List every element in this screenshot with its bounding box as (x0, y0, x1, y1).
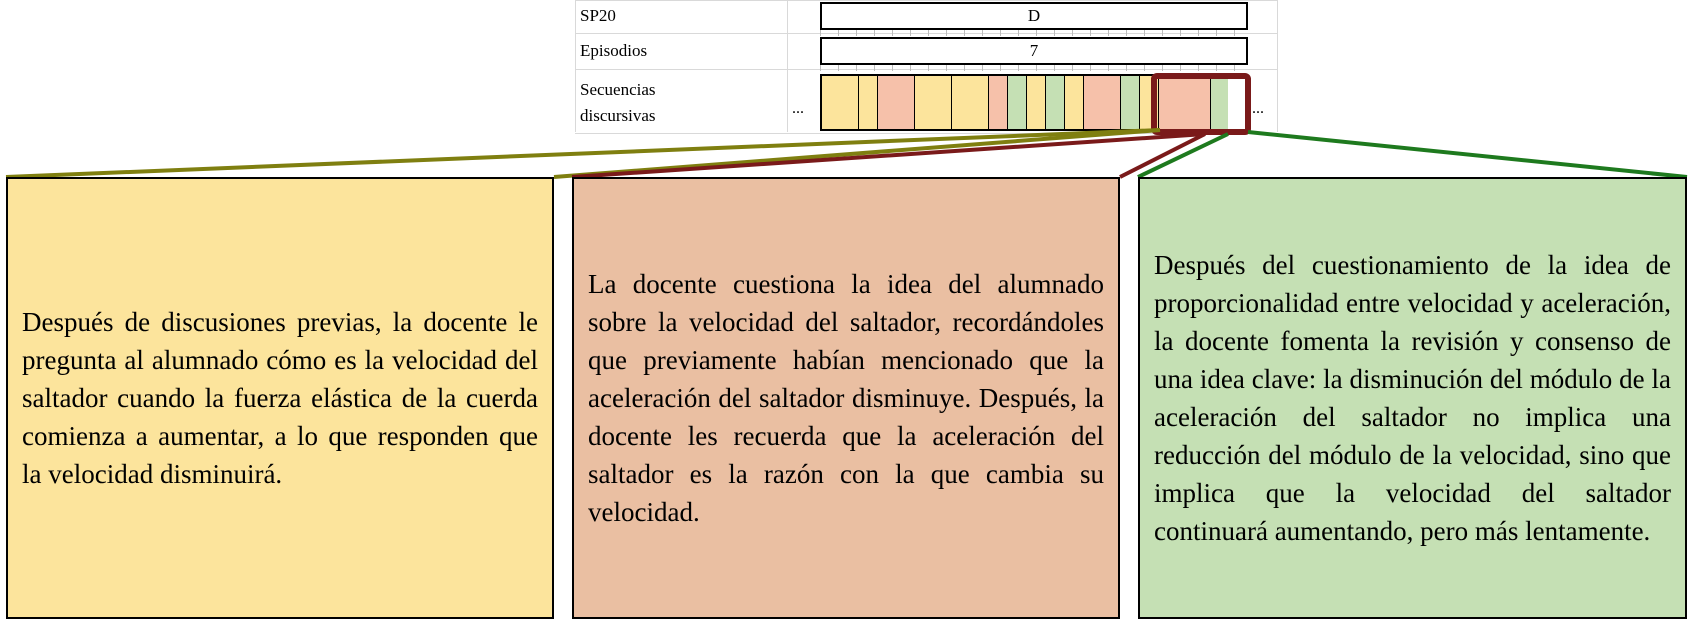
row-label-sp20: SP20 (580, 6, 616, 25)
sp20-bar: D (820, 2, 1248, 30)
ellipsis-right: ... (1252, 100, 1264, 117)
description-panel-green (1138, 177, 1687, 619)
connector-yellow-right (554, 130, 1160, 177)
description-panel-red (572, 177, 1120, 619)
row-label-discursivas: discursivas (580, 106, 656, 125)
row-label-episodios: Episodios (580, 41, 648, 60)
ellipsis-left: ... (792, 100, 804, 117)
description-panel-yellow (6, 177, 554, 619)
panel-text: Después de discusiones previas, la docente le pregunta al alumnado cómo es la velocidad del saltador cuando la fuerza elástica de la cuerda comienza a aumentar, a lo que responden que la velocidad disminuirá. (22, 307, 538, 489)
connector-green-right (1248, 132, 1687, 177)
connector-yellow-left (6, 130, 1160, 177)
panel-text: Después del cuestionamiento de la idea de proporcionalidad entre velocidad y aceleración, la docente fomenta la revisión y consenso de una idea clave: la disminución del módulo de la aceleración del saltador no implica una reducción del módulo de la velocidad, sino que implica que la velocidad del saltador continuará aumentando, pero más lentamente. (1154, 250, 1671, 546)
panel-text: La docente cuestiona la idea del alumnado sobre la velocidad del saltador, recordándoles que previamente habían mencionado que la aceleración del saltador disminuye. Después, la docente les recuerda que la aceleración del saltador es la razón con la que cambia su velocidad. (588, 269, 1104, 527)
row-label-secuencias: Secuencias (580, 80, 656, 99)
connector-green-left (1138, 134, 1228, 177)
episodios-bar: 7 (820, 37, 1248, 65)
